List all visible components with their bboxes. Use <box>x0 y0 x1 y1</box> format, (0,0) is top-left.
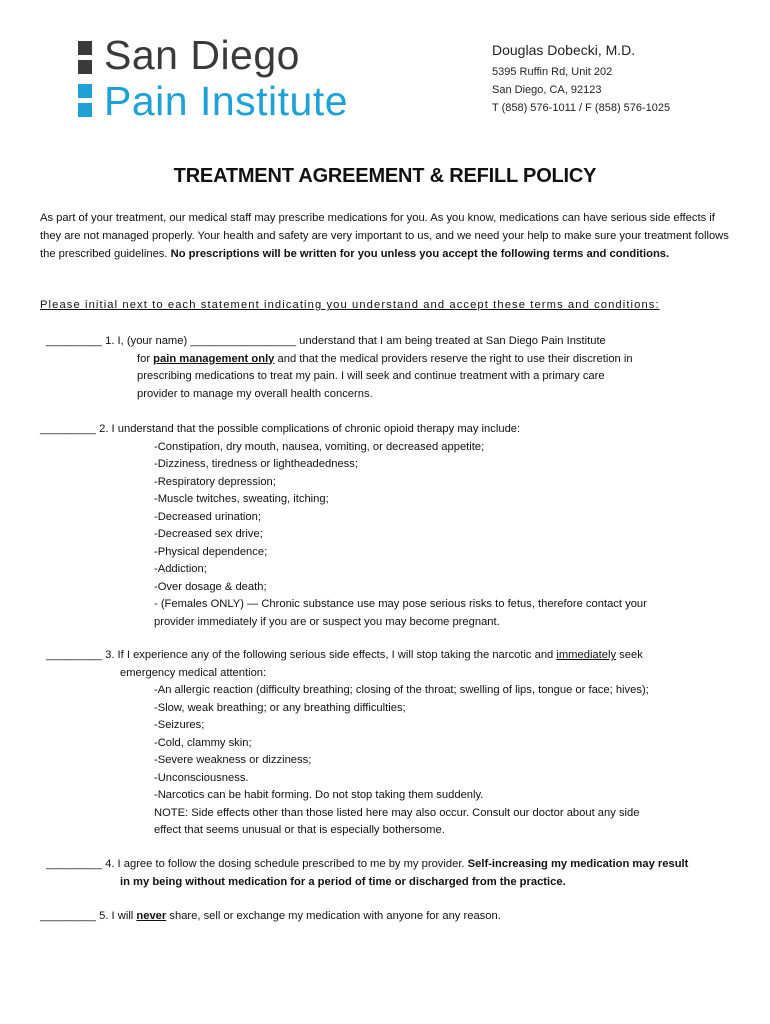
term-2-sub: -Respiratory depression; <box>154 475 276 488</box>
term-1-line-3: prescribing medications to treat my pain. I will seek and continue treatment with a primary care <box>137 370 605 382</box>
logo-mark-bottom-2 <box>78 103 92 117</box>
letterhead-address <box>492 40 670 117</box>
term-1-text-a: for <box>137 352 154 365</box>
term-4 <box>46 856 688 891</box>
logo-mark-bottom <box>78 84 92 98</box>
phone-fax: T (858) 576-1011 / F (858) 576-1025 <box>492 102 671 114</box>
term-2-sub: provider immediately if you are or suspect you may become pregnant. <box>154 615 500 628</box>
intro-text: As part of your treatment, our medical staff may prescribe medications for you. As you know, medications can have serious side effects if they are not managed properly. Your health and safety are very important to us, and we need your help to make sure your treatment follows the prescribed guidelines. <box>40 212 729 260</box>
term-1-line-4: provider to manage my overall health concerns. <box>137 387 373 400</box>
term-3-sub: -Narcotics can be habit forming. Do not stop taking them suddenly. <box>154 789 484 801</box>
term-3 <box>46 647 649 840</box>
term-2-sub: -Decreased sex drive; <box>154 528 263 540</box>
term-3-note: NOTE: Side effects other than those listed here may also occur. Consult our doctor about any side <box>154 806 640 819</box>
never: never <box>136 910 167 922</box>
term-1-line-1: _________ 1. I, (your name) _________________ understand that I am being treated at San Diego Pain Institute <box>46 335 606 347</box>
term-2-sub: -Constipation, dry mouth, nausea, vomiting, or decreased appetite; <box>154 440 485 453</box>
term-4-bold-a: Self-increasing my medication may result <box>467 858 689 870</box>
term-1-line-2 <box>46 351 633 369</box>
term-3-sub: -Unconsciousness. <box>154 771 249 784</box>
term-4-line-1 <box>46 856 688 874</box>
logo <box>78 32 408 124</box>
address-line-2: San Diego, CA, 92123 <box>492 84 602 96</box>
term-4-text-a: _________ 4. I agree to follow the dosing schedule prescribed to me by my provider. <box>46 858 468 870</box>
term-3-text-c: seek <box>616 649 643 661</box>
doctor-name: Douglas Dobecki, M.D. <box>492 42 636 58</box>
term-3-sub: -Cold, clammy skin; <box>154 736 252 749</box>
address-line-1: 5395 Ruffin Rd, Unit 202 <box>492 66 613 78</box>
term-1 <box>46 333 633 403</box>
logo-mark-top-2 <box>78 60 92 74</box>
term-3-line-1 <box>46 647 649 665</box>
intro-bold: No prescriptions will be written for you unless you accept the following terms and conditions. <box>170 248 670 260</box>
term-5 <box>40 908 501 926</box>
term-2-sub: - (Females ONLY) — Chronic substance use may pose serious risks to fetus, therefore contact your <box>154 598 647 610</box>
immediately: immediately <box>556 649 617 661</box>
term-2-sub: -Dizziness, tiredness or lightheadedness; <box>154 458 358 470</box>
logo-line-2: Pain Institute <box>104 78 349 124</box>
term-3-text-a: _________ 3. If I experience any of the following serious side effects, I will stop taking the narcotic and <box>46 649 557 661</box>
term-3-line-2: emergency medical attention: <box>120 666 267 679</box>
term-3-sub: -Severe weakness or dizziness; <box>154 754 312 766</box>
logo-mark-top <box>78 41 92 55</box>
term-2-sub: -Physical dependence; <box>154 545 268 558</box>
term-4-line-2: in my being without medication for a period of time or discharged from the practice. <box>120 875 566 888</box>
term-3-sub: -Seizures; <box>154 719 205 731</box>
pain-management-only: pain management only <box>153 352 275 365</box>
term-5-text-a: _________ 5. I will <box>40 910 137 922</box>
term-3-sub: -An allergic reaction (difficulty breathing; closing of the throat; swelling of lips, tongue or face; hives); <box>154 684 649 696</box>
instruction-line: Please initial next to each statement indicating you understand and accept these terms and conditions: <box>40 299 660 311</box>
term-1-text-c: and that the medical providers reserve the right to use their discretion in <box>274 352 633 365</box>
term-5-line-1 <box>40 908 501 926</box>
intro-paragraph <box>40 209 730 263</box>
term-2-sub: -Decreased urination; <box>154 510 261 523</box>
term-2 <box>40 421 647 631</box>
document-title: TREATMENT AGREEMENT & REFILL POLICY <box>173 165 597 187</box>
term-2-sub: -Addiction; <box>154 563 207 575</box>
term-5-text-c: share, sell or exchange my medication with anyone for any reason. <box>166 910 501 922</box>
logo-line-1: San Diego <box>104 32 300 78</box>
term-2-sub: -Over dosage & death; <box>154 580 267 593</box>
term-2-sub: -Muscle twitches, sweating, itching; <box>154 493 329 505</box>
term-3-note: effect that seems unusual or that is especially bothersome. <box>154 824 445 836</box>
term-3-sub: -Slow, weak breathing; or any breathing difficulties; <box>154 701 406 714</box>
term-2-line-1: _________ 2. I understand that the possible complications of chronic opioid therapy may include: <box>40 423 521 435</box>
